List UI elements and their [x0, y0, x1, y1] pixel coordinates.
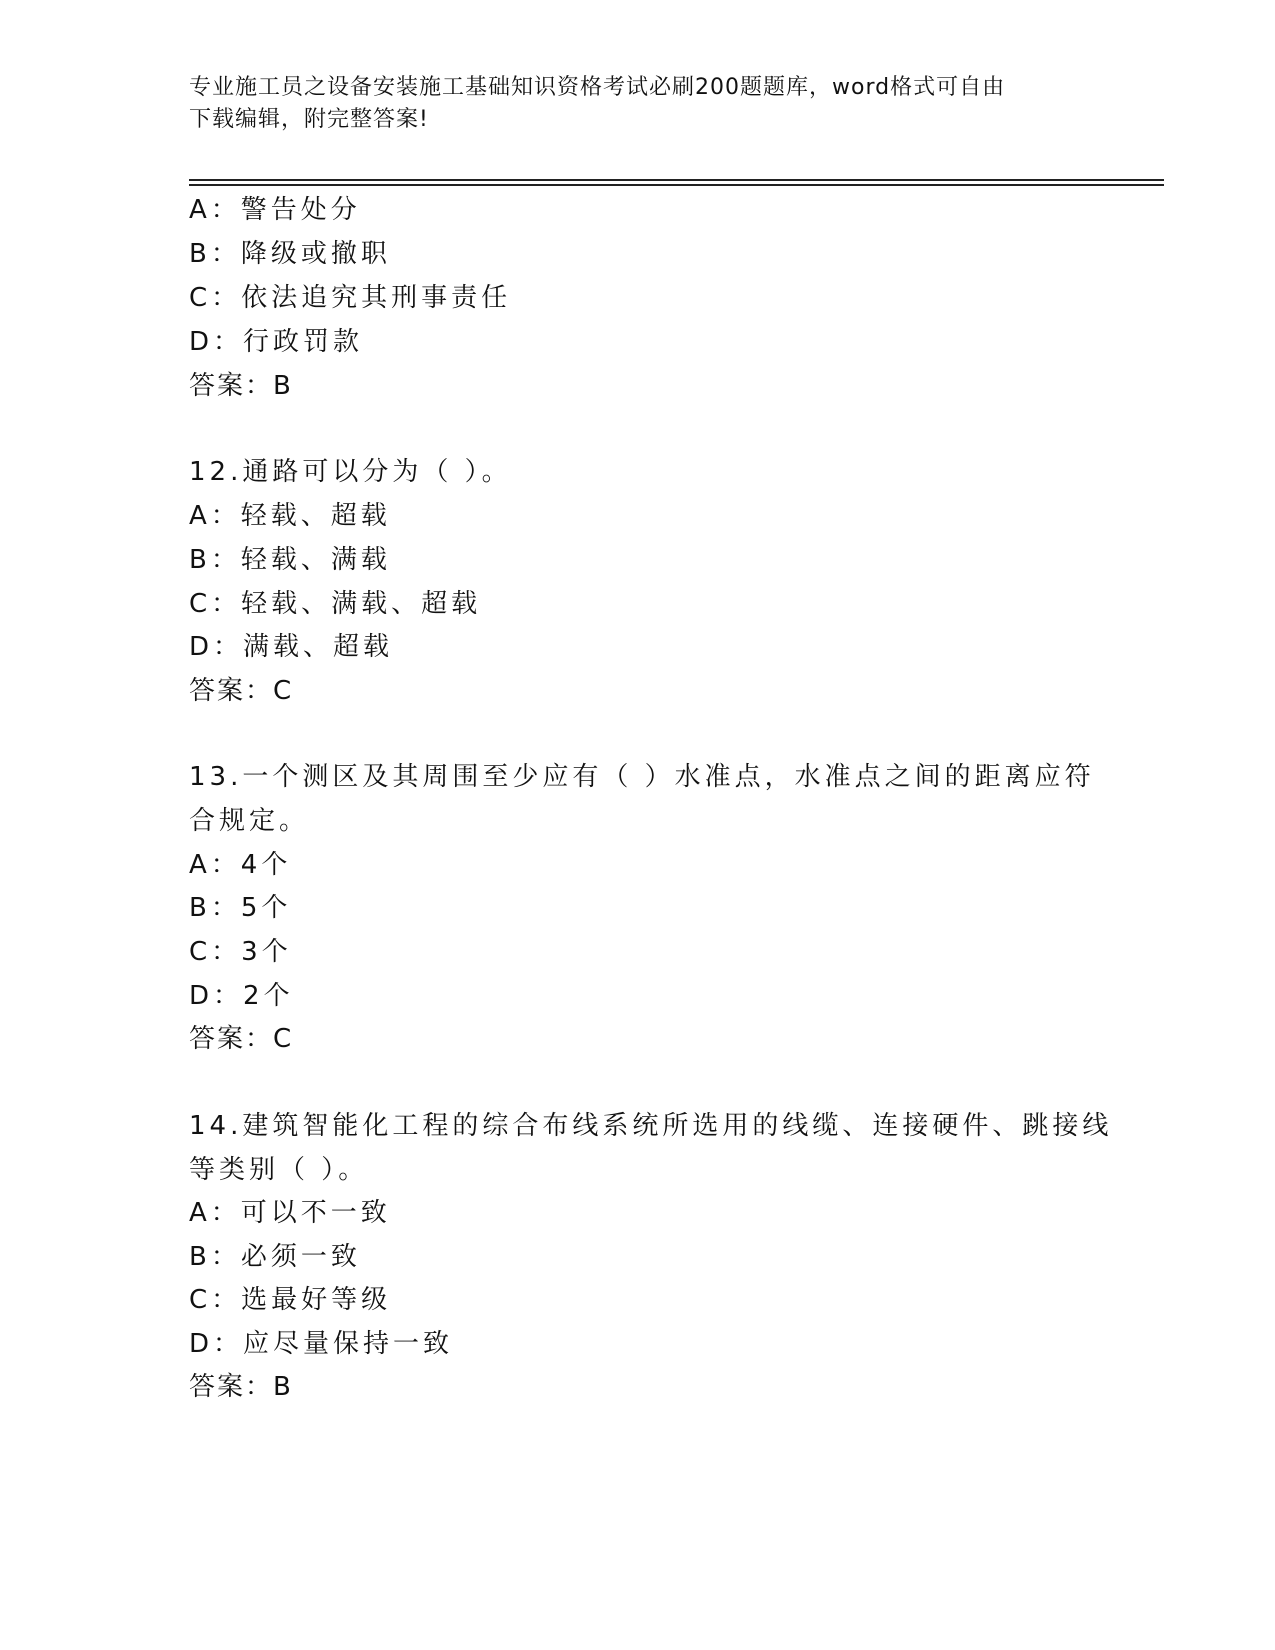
q13-stem-line-1: 13.一个测区及其周围至少应有（ ）水准点，水准点之间的距离应符 [189, 762, 1095, 792]
document-header [189, 72, 1089, 136]
header-line-1: 专业施工员之设备安装施工基础知识资格考试必刷200题题库，word格式可自由 [189, 75, 1006, 100]
header-divider-bottom [189, 184, 1164, 186]
q14-option-a: A：可以不一致 [189, 1198, 391, 1228]
q14-stem-line-2: 等类别（ ）。 [189, 1155, 369, 1185]
q12-stem: 12.通路可以分为（ ）。 [189, 457, 512, 487]
q14-option-c: C：选最好等级 [189, 1285, 392, 1315]
q13-option-c: C：3个 [189, 937, 292, 967]
q13-stem-line-2: 合规定。 [189, 806, 310, 836]
q14-stem-line-1: 14.建筑智能化工程的综合布线系统所选用的线缆、连接硬件、跳接线 [189, 1111, 1113, 1141]
q13-option-b: B：5个 [189, 893, 292, 923]
header-line-2: 下载编辑，附完整答案! [189, 107, 429, 132]
header-divider-top [189, 179, 1164, 181]
q14-answer: 答案：B [189, 1372, 293, 1402]
q14-option-b: B：必须一致 [189, 1242, 361, 1272]
q13-answer: 答案：C [189, 1024, 294, 1054]
q12-option-a: A：轻载、超载 [189, 501, 391, 531]
q13-option-d: D：2个 [189, 981, 294, 1011]
q14-option-d: D：应尽量保持一致 [189, 1329, 454, 1359]
q12-option-d: D：满载、超载 [189, 632, 394, 662]
q11-option-d: D：行政罚款 [189, 327, 364, 357]
q11-option-a: A：警告处分 [189, 195, 361, 225]
q13-option-a: A：4个 [189, 850, 292, 880]
q12-option-b: B：轻载、满载 [189, 545, 391, 575]
q11-option-c: C：依法追究其刑事责任 [189, 283, 512, 313]
q12-option-c: C：轻载、满载、超载 [189, 589, 482, 619]
q11-answer: 答案：B [189, 371, 293, 401]
q11-option-b: B：降级或撤职 [189, 239, 391, 269]
q12-answer: 答案：C [189, 676, 294, 706]
